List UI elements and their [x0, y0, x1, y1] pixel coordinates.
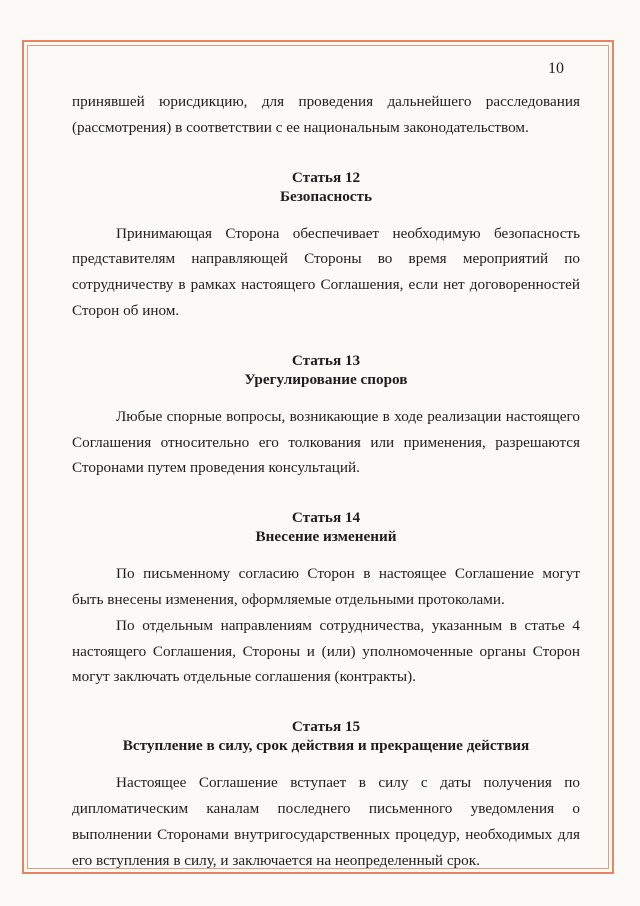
article-heading [72, 168, 580, 206]
article-number: Статья 12 [291, 168, 361, 186]
article-15 [72, 717, 580, 873]
article-number: Статья 15 [291, 718, 361, 736]
article-heading [72, 717, 580, 755]
article-paragraph: Любые спорные вопросы, возникающие в ходе реализации настоящего Соглашения относительно его толкования или применения, разрешаются Сторонами путем проведения консультаций. [72, 407, 580, 477]
intro-paragraph: принявшей юрисдикцию, для проведения дальнейшего расследования (рассмотрения) в соответствии с ее национальным законодательством. [72, 93, 580, 136]
article-12 [72, 168, 580, 324]
article-title: Урегулирование споров [244, 370, 408, 388]
article-14 [72, 508, 580, 690]
article-number: Статья 13 [291, 351, 361, 369]
article-heading [72, 351, 580, 389]
article-paragraph: По отдельным направлениям сотрудничества, указанным в статье 4 настоящего Соглашения, Стороны и (или) уполномоченные органы Сторон могут заключать отдельные соглашения (контракты). [72, 616, 580, 686]
article-title: Внесение изменений [255, 528, 397, 546]
article-title: Вступление в силу, срок действия и прекращение действия [122, 737, 530, 755]
document-body [72, 89, 580, 873]
article-number: Статья 14 [291, 509, 361, 527]
article-paragraph: Принимающая Сторона обеспечивает необходимую безопасность представителям направляющей Стороны во время мероприятий по сотрудничеству в рамках настоящего Соглашения, если нет договоренностей Сторон об ином. [72, 224, 580, 319]
article-heading [72, 508, 580, 546]
page-number: 10 [548, 60, 564, 77]
article-paragraph: По письменному согласию Сторон в настоящее Соглашение могут быть внесены изменения, оформляемые отдельными протоколами. [72, 565, 580, 608]
article-paragraph: Настоящее Соглашение вступает в силу с даты получения по дипломатическим каналам последнего письменного уведомления о выполнении Сторонами внутригосударственных процедур, необходимых для его вступления в силу, и заключается на неопределенный срок. [72, 774, 580, 869]
article-title: Безопасность [279, 187, 373, 205]
article-13 [72, 351, 580, 481]
